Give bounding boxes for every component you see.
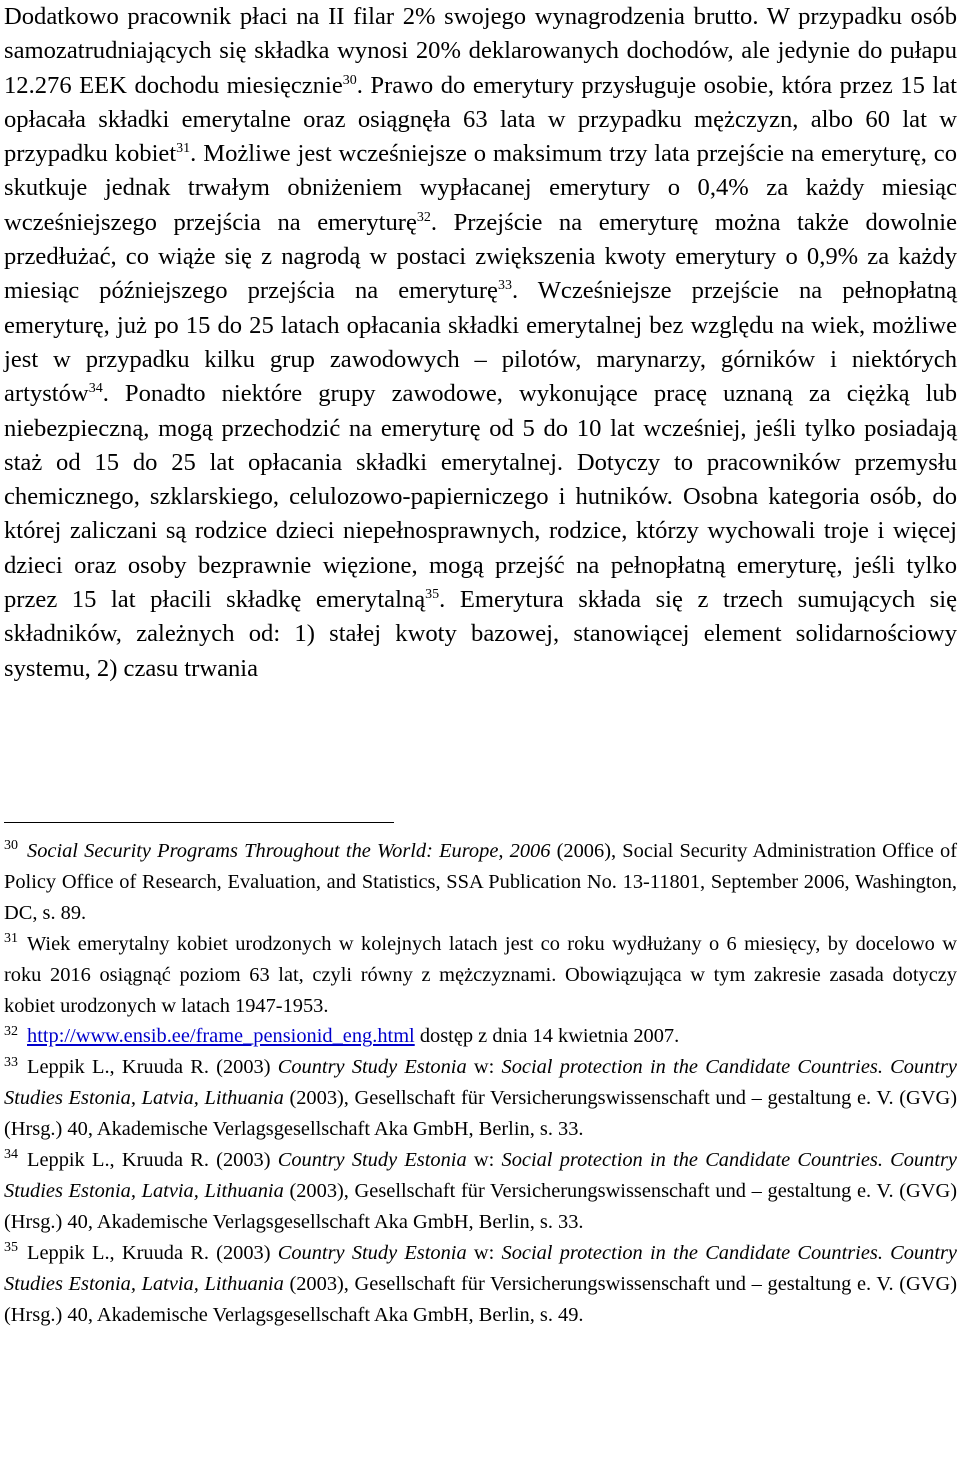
footnote-32: [4, 1021, 957, 1052]
footnote-number: 34: [4, 1147, 18, 1163]
footnote-link[interactable]: http://www.ensib.ee/frame_pensionid_eng.html: [27, 1025, 415, 1048]
footnote-text: (2003), Gesellschaft für Versicherungswissenschaft und – gestaltung e. V. (GVG) (Hrsg.) 40, Akademische Verlagsgesellschaft Aka GmbH, Berlin, s. 33.: [4, 1179, 958, 1233]
footnote-text: w:: [466, 1056, 502, 1079]
footnote-ref-30[interactable]: 30: [342, 72, 357, 88]
footnote-35: [4, 1238, 957, 1331]
footnote-text: w:: [466, 1149, 502, 1172]
footnote-33: [4, 1052, 957, 1145]
main-text: [4, 0, 957, 686]
footnote-authors: Leppik L., Kruuda R. (2003): [27, 1149, 278, 1172]
footnote-study-title: Country Study Estonia: [277, 1149, 467, 1172]
footnote-number: 32: [4, 1023, 18, 1039]
footnotes: [4, 836, 957, 1331]
footnote-text: (2003), Gesellschaft für Versicherungswissenschaft und – gestaltung e. V. (GVG) (Hrsg.) 40, Akademische Verlagsgesellschaft Aka GmbH, Berlin, s. 49.: [4, 1272, 958, 1326]
footnote-31: [4, 929, 957, 1022]
footnote-number: 35: [4, 1239, 18, 1255]
footnote-study-title: Country Study Estonia: [277, 1056, 467, 1079]
footnote-30: [4, 836, 957, 929]
body-text: Dodatkowo pracownik płaci na II filar 2% swojego wynagrodzenia brutto. W przypadku osób samozatrudniających się składka wynosi 20% deklarowanych dochodów, ale jedynie do pułapu 12.276 EEK dochodu miesięcznie: [4, 3, 957, 99]
footnote-34: [4, 1145, 957, 1238]
footnote-book-title: Social protection in the Candidate Countries. Country Studies Estonia, Latvia, Lithuania: [4, 1056, 957, 1110]
footnote-book-title: Social protection in the Candidate Countries. Country Studies Estonia, Latvia, Lithuania: [4, 1149, 957, 1202]
body-text: . Przejście na emeryturę można także dowolnie przedłużać, co wiąże się z nagrodą w postaci zwiększenia kwoty emerytury o 0,9% za każdy miesiąc późniejszego przejścia na emeryturę: [4, 208, 957, 305]
body-text: . Wcześniejsze przejście na pełnopłatną emeryturę, już po 15 do 25 latach opłacania składki emerytalnej bez względu na wiek, możliwe jest w przypadku kilku grup zawodowych – pilotów, marynarzy, górników i niektórych artystów: [4, 277, 957, 408]
footnote-ref-32[interactable]: 32: [416, 209, 431, 225]
footnote-ref-35[interactable]: 35: [425, 586, 440, 602]
footnote-number: 30: [4, 838, 18, 854]
footnote-text: Wiek emerytalny kobiet urodzonych w kolejnych latach jest co roku wydłużany o 6 miesięcy, by docelowo w roku 2016 osiągnąć poziom 63 lat, czyli równy z mężczyznami. Obowiązująca w tym zakresie zasada dotyczy kobiet urodzonych w latach 1947-1953.: [4, 932, 957, 1017]
body-text: . Emerytura składa się z trzech sumujących się składników, zależnych od: 1) stałej kwoty bazowej, stanowiącej element solidarnościowy systemu, 2) czasu trwania: [4, 586, 958, 682]
footnote-authors: Leppik L., Kruuda R. (2003): [27, 1241, 278, 1264]
body-text: . Możliwe jest wcześniejsze o maksimum trzy lata przejście na emeryturę, co skutkuje jednak trwałym obniżeniem wypłacanej emerytury o 0,4% za każdy miesiąc wcześniejszego przejścia na emeryturę: [4, 140, 957, 236]
footnote-ref-34[interactable]: 34: [88, 381, 103, 397]
footnote-separator: [4, 822, 394, 823]
body-paragraph: [4, 0, 957, 686]
footnote-study-title: Country Study Estonia: [277, 1241, 467, 1264]
footnote-text: w:: [466, 1241, 502, 1264]
footnote-number: 33: [4, 1054, 18, 1070]
footnote-ref-31[interactable]: 31: [176, 141, 191, 156]
footnote-title: Social Security Programs Throughout the World: Europe, 2006: [27, 840, 551, 862]
footnote-number: 31: [4, 930, 18, 946]
footnote-ref-33[interactable]: 33: [497, 278, 512, 294]
footnote-text: (2003), Gesellschaft für Versicherungswissenschaft und – gestaltung e. V. (GVG) (Hrsg.) 40, Akademische Verlagsgesellschaft Aka GmbH, Berlin, s. 33.: [4, 1087, 958, 1141]
footnote-text: (2006), Social Security Administration Office of Policy Office of Research, Evaluation, and Statistics, SSA Publication No. 13-11801, September 2006, Washington, DC, s. 89.: [4, 840, 957, 924]
body-text: . Ponadto niektóre grupy zawodowe, wykonujące pracę uznaną za ciężką lub niebezpieczną, mogą przechodzić na emeryturę od 5 do 10 lat wcześniej, jeśli tylko posiadają staż od 15 do 25 lat opłacania składki emerytalnej. Dotyczy to pracowników przemysłu chemicznego, szklarskiego, celulozowo-papierniczego i hutników. Osobna kategoria osób, do której zaliczani są rodzice dzieci niepełnosprawnych, rodzice, którzy wychowali troje i więcej dzieci oraz osoby bezprawnie więzione, mogą przejść na pełnopłatną emeryturę, jeśli tylko przez 15 lat płacili składkę emerytalną: [4, 380, 957, 614]
body-text: . Prawo do emerytury przysługuje osobie, która przez 15 lat opłacała składki emerytalne oraz osiągnęła 63 lata w przypadku mężczyzn, albo 60 lat w przypadku kobiet: [4, 71, 957, 168]
footnote-authors: Leppik L., Kruuda R. (2003): [27, 1056, 278, 1079]
footnote-book-title: Social protection in the Candidate Countries. Country Studies Estonia, Latvia, Lithuania: [4, 1241, 957, 1295]
footnote-text: dostęp z dnia 14 kwietnia 2007.: [414, 1025, 680, 1048]
